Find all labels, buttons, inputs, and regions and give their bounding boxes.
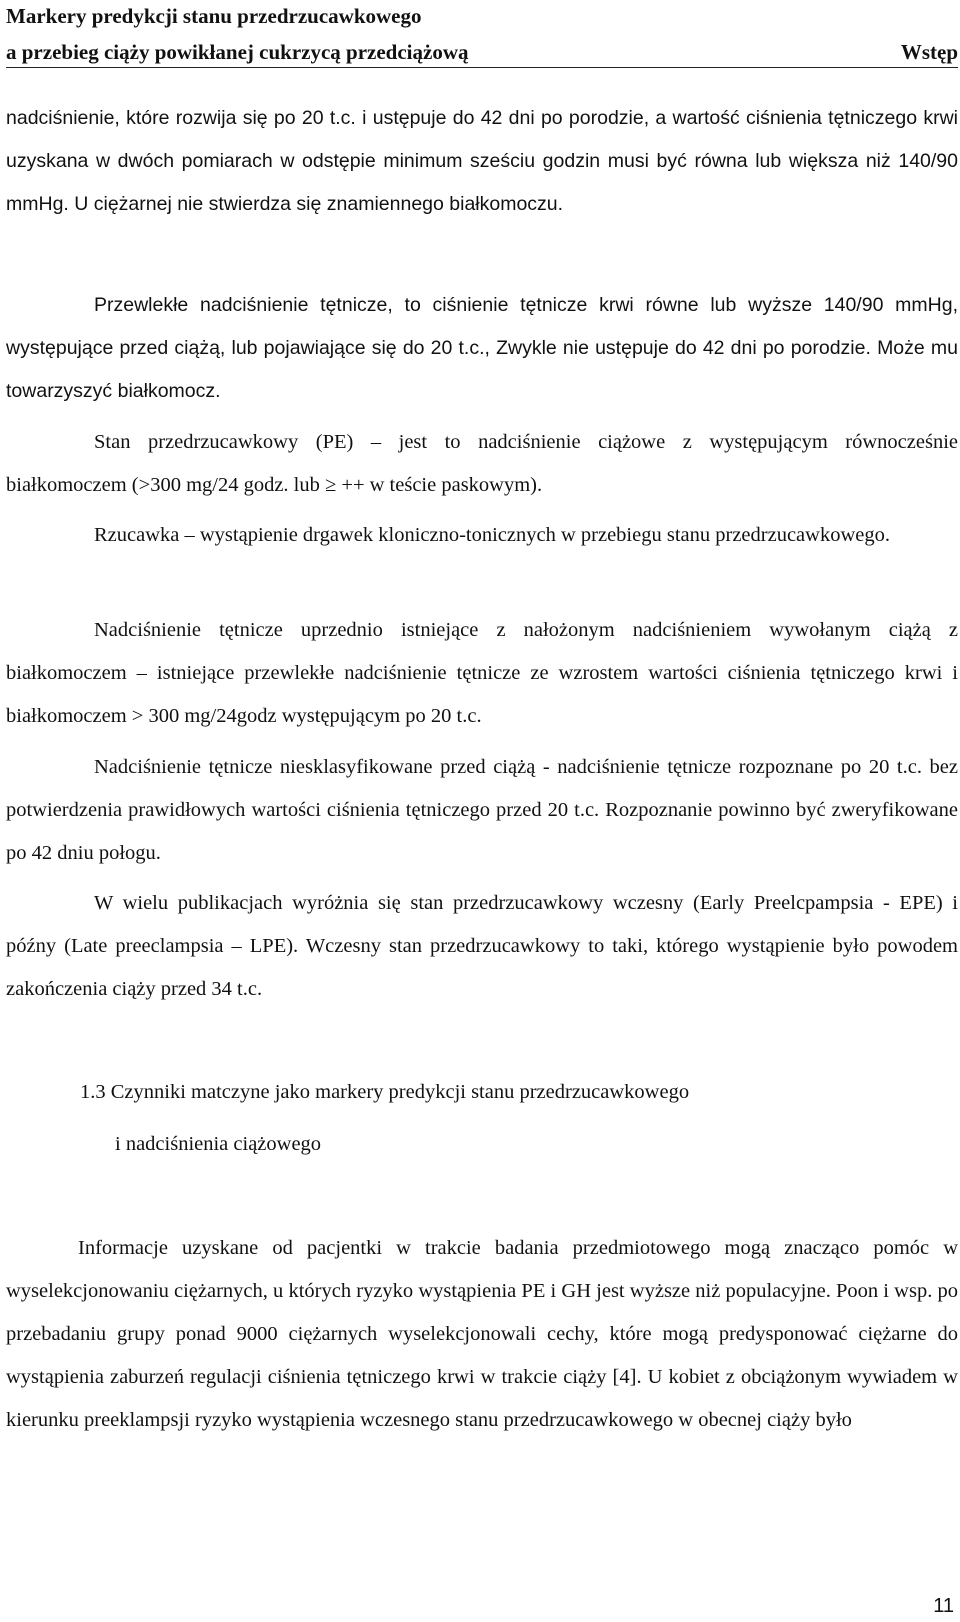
header-title-line2: a przebieg ciąży powikłanej cukrzycą przedciążową <box>6 40 469 64</box>
paragraph-gestational-hypertension: nadciśnienie, które rozwija się po 20 t.c. i ustępuje do 42 dni po porodzie, a wartość ciśnienia tętniczego krwi uzyskana w dwóch pomiarach w odstępie minimum sześciu godzin musi być równa lub większa niż 140/90 mmHg. U ciężarnej nie stwierdza się znamiennego białkomoczu. <box>6 107 958 215</box>
section-heading-line2: i nadciśnienia ciążowego <box>115 1133 322 1155</box>
paragraph-preeclampsia-definition: Stan przedrzucawkowy (PE) – jest to nadciśnienie ciążowe z występującym równocześnie białkomoczem (>300 mg/24 godz. lub ≥ ++ w teście paskowym). <box>6 431 958 496</box>
paragraph-superimposed-preeclampsia: Nadciśnienie tętnicze uprzednio istniejące z nałożonym nadciśnieniem wywołanym ciążą z białkomoczem – istniejące przewlekłe nadciśnienie tętnicze ze wzrostem wartości ciśnienia tętniczego krwi i białkomoczem > 300 mg/24godz występującym po 20 t.c. <box>6 619 958 727</box>
paragraph-early-late-preeclampsia: W wielu publikacjach wyróżnia się stan przedrzucawkowy wczesny (Early Preelcpampsia - EPE) i późny (Late preeclampsia – LPE). Wczesny stan przedrzucawkowy to taki, którego wystąpienie było powodem zakończenia ciąży przed 34 t.c. <box>6 892 958 1000</box>
section-heading-line1: 1.3 Czynniki matczyne jako markery predykcji stanu przedrzucawkowego <box>80 1081 690 1103</box>
paragraph-maternal-factors: Informacje uzyskane od pacjentki w trakcie badania przedmiotowego mogą znacząco pomóc w wyselekcjonowaniu ciężarnych, u których ryzyko wystąpienia PE i GH jest wyższe niż populacyjne. Poon i wsp. po przebadaniu grupy ponad 9000 ciężarnych wyselekcjonowali cechy, które mogą predysponować ciężarne do wystąpienia zaburzeń regulacji ciśnienia tętniczego krwi w trakcie ciąży [4]. U kobiet z obciążonym wywiadem w kierunku preeklampsji ryzyko wystąpienia wczesnego stanu przedrzucawkowego w obecnej ciąży było <box>6 1237 958 1431</box>
page-number: 11 <box>933 1595 954 1617</box>
paragraph-unclassified-hypertension: Nadciśnienie tętnicze niesklasyfikowane przed ciążą - nadciśnienie tętnicze rozpoznane po 20 t.c. bez potwierdzenia prawidłowych wartości ciśnienia tętniczego przed 20 t.c. Rozpoznanie powinno być zweryfikowane po 42 dniu połogu. <box>6 756 958 864</box>
paragraph-chronic-hypertension: Przewlekłe nadciśnienie tętnicze, to ciśnienie tętnicze krwi równe lub wyższe 140/90 mmHg, występujące przed ciążą, lub pojawiające się do 20 t.c., Zwykle nie ustępuje do 42 dni po porodzie. Może mu towarzyszyć białkomocz. <box>6 294 958 402</box>
header-section-name: Wstęp <box>900 40 958 64</box>
paragraph-eclampsia-definition: Rzucawka – wystąpienie drgawek kloniczno-tonicznych w przebiegu stanu przedrzucawkowego. <box>94 524 890 546</box>
header-title-line1: Markery predykcji stanu przedrzucawkowego <box>6 4 422 28</box>
page-header <box>6 0 958 68</box>
